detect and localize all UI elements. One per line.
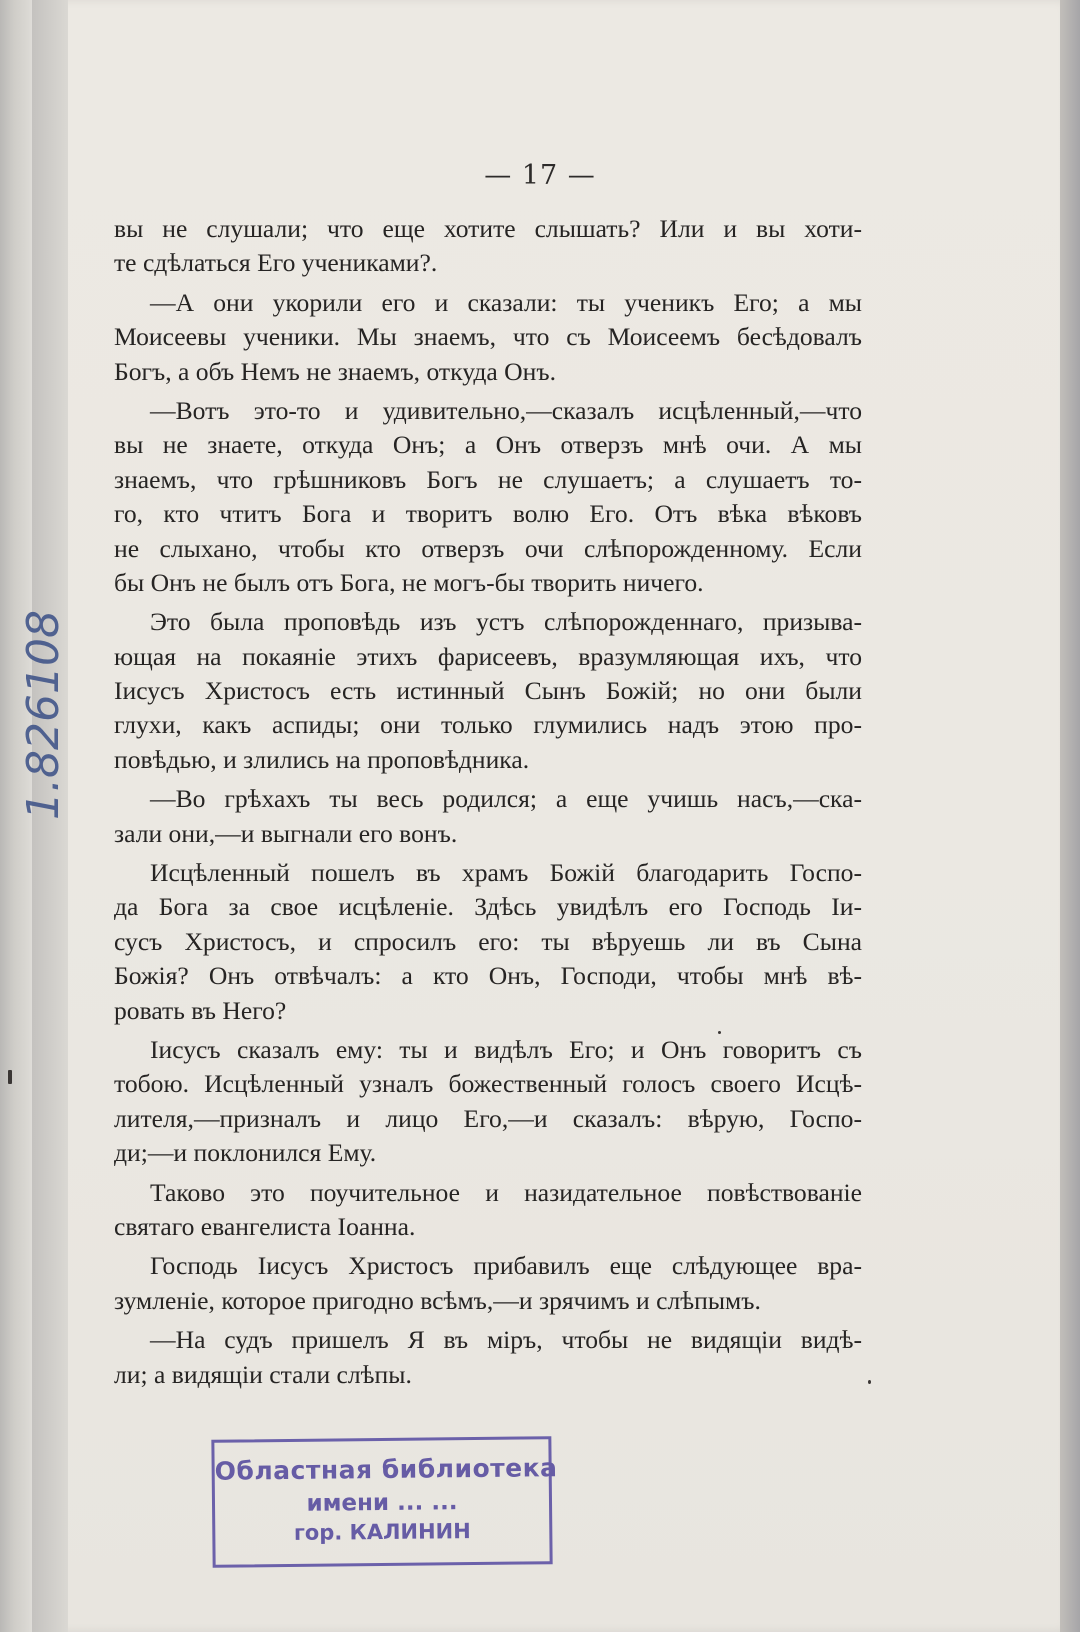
paragraph	[114, 394, 862, 600]
paragraph	[114, 782, 862, 851]
text-line: Богъ, а объ Немъ не знаемъ, откуда Онъ.	[114, 356, 556, 386]
ink-speck	[868, 1380, 871, 1384]
stamp-line-2: имени ... ...	[306, 1489, 458, 1517]
text-line: Таково это поучительное и назидательное повѣствованіе	[150, 1177, 862, 1207]
text-line: —А они укорили его и сказали: ты ученикъ Его; а мы	[150, 287, 862, 317]
text-line: Моисеевы ученики. Мы знаемъ, что съ Моисеемъ бесѣдовалъ	[114, 322, 862, 352]
paragraph	[114, 1323, 862, 1392]
text-line: Іисусъ Христосъ есть истинный Сынъ Божій; но они были	[114, 676, 862, 706]
text-line: знаемъ, что грѣшниковъ Богъ не слушаетъ; а слушаетъ то-	[114, 464, 862, 494]
paragraph	[114, 1249, 862, 1318]
text-line: го, кто чтитъ Бога и творитъ волю Его. Отъ вѣка вѣковъ	[114, 499, 862, 529]
paragraph	[114, 856, 862, 1028]
text-line: Іисусъ сказалъ ему: ты и видѣлъ Его; и Онъ говоритъ съ	[150, 1034, 862, 1064]
text-line: те сдѣлаться Его учениками?.	[114, 248, 438, 278]
paragraph	[114, 212, 862, 281]
page-number: — 17 —	[484, 160, 596, 191]
handwritten-inventory-number: 1.826108	[18, 610, 69, 820]
text-line: бы Онъ не былъ отъ Бога, не могъ-бы творить ничего.	[114, 567, 704, 597]
text-line: вы не слушали; что еще хотите слышать? Или и вы хоти-	[114, 214, 862, 243]
body-text	[114, 212, 862, 1392]
text-line: святаго евангелиста Іоанна.	[114, 1211, 416, 1241]
text-line: тобою. Исцѣленный узналъ божественный голосъ своего Исцѣ-	[114, 1069, 862, 1099]
ink-speck	[718, 1031, 721, 1034]
text-line: повѣдью, и злились на проповѣдника.	[114, 744, 530, 774]
text-line: сусъ Христосъ, и спросилъ его: ты вѣруешь ли въ Сына	[114, 926, 862, 956]
stamp-line-1: Областная библиотека	[214, 1453, 558, 1486]
text-line: вы не знаете, откуда Онъ; а Онъ отверзъ мнѣ очи. А мы	[114, 430, 862, 460]
stamp-line-3: гор. КАЛИНИН	[293, 1519, 471, 1545]
text-line: —Вотъ это-то и удивительно,—сказалъ исцѣленный,—что	[150, 395, 862, 425]
paragraph	[114, 1033, 862, 1171]
text-line: лителя,—призналъ и лицо Его,—и сказалъ: вѣрую, Госпо-	[114, 1103, 862, 1133]
text-line: —Во грѣхахъ ты весь родился; а еще учишь насъ,—ска-	[150, 784, 862, 814]
text-line: Божія? Онъ отвѣчалъ: а кто Онъ, Господи, чтобы мнѣ вѣ-	[114, 961, 862, 991]
text-line: Господь Іисусъ Христосъ прибавилъ еще слѣдующее вра-	[150, 1251, 862, 1281]
text-line: зали они,—и выгнали его вонъ.	[114, 818, 458, 848]
ink-speck	[8, 1070, 12, 1084]
text-line: Это была проповѣдь изъ устъ слѣпорожденнаго, призыва-	[150, 607, 862, 637]
text-line: ди;—и поклонился Ему.	[114, 1138, 377, 1168]
text-line: —На судъ пришелъ Я въ міръ, чтобы не видящіи видѣ-	[150, 1325, 862, 1355]
text-line: да Бога за свое исцѣленіе. Здѣсь увидѣлъ его Господь Іи-	[114, 892, 862, 922]
text-line: не слыхано, чтобы кто отверзъ очи слѣпорожденному. Если	[114, 533, 862, 563]
paragraph	[114, 1176, 862, 1245]
text-line: ли; а видящіи стали слѣпы.	[114, 1359, 412, 1389]
text-line: ющая на покаяніе этихъ фарисеевъ, вразумляющая ихъ, что	[114, 641, 862, 671]
paragraph	[114, 605, 862, 777]
text-line: глухи, какъ аспиды; они только глумились надъ этою про-	[114, 710, 862, 740]
text-line: ровать въ Него?	[114, 995, 287, 1025]
text-line: Исцѣленный пошелъ въ храмъ Божій благодарить Госпо-	[150, 858, 862, 888]
paragraph	[114, 286, 862, 389]
text-line: зумленіе, которое пригодно всѣмъ,—и зрячимъ и слѣпымъ.	[114, 1285, 761, 1315]
library-stamp	[211, 1436, 558, 1568]
